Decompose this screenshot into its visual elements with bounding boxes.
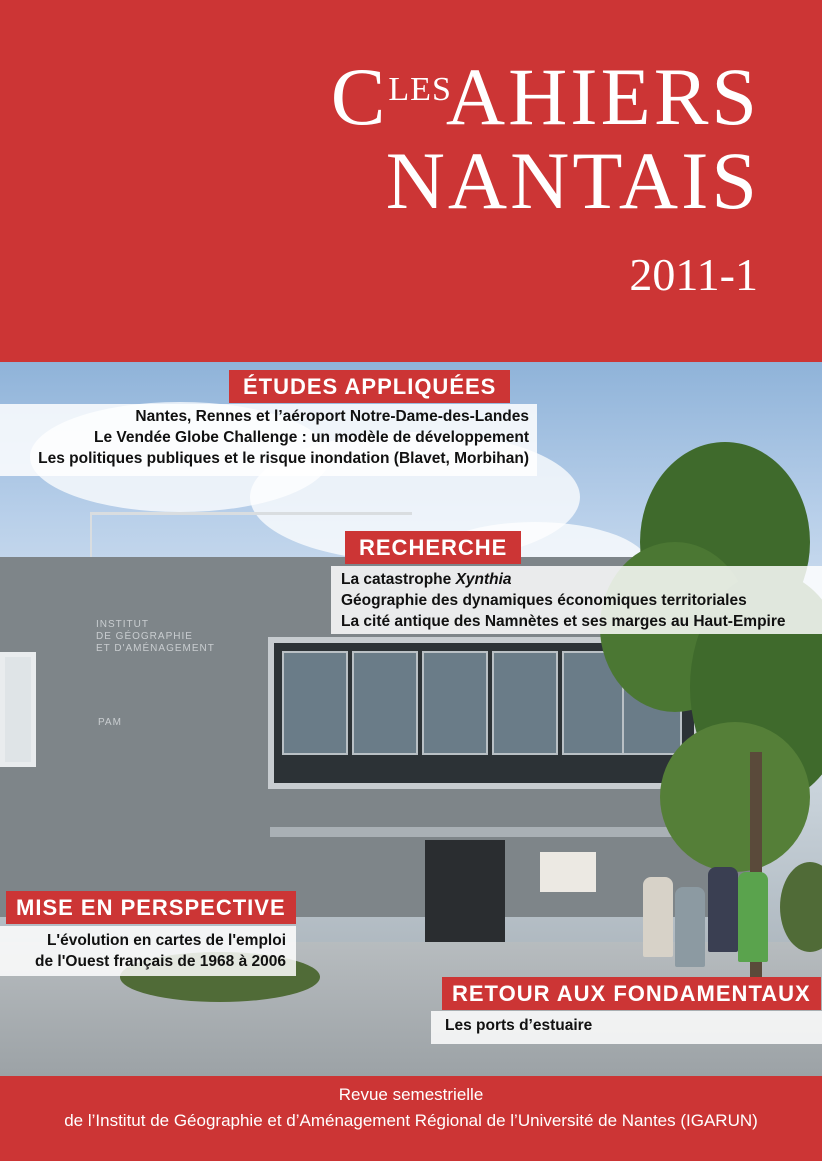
- cover-header: [0, 0, 822, 362]
- section-recherche-item: Géographie des dynamiques économiques territoriales: [341, 592, 747, 609]
- section-etudes-label: ÉTUDES APPLIQUÉES: [229, 370, 510, 403]
- building-sign-short: PAM: [98, 717, 122, 728]
- section-etudes-item: Le Vendée Globe Challenge : un modèle de développement: [94, 429, 529, 446]
- person: [738, 872, 768, 962]
- section-etudes-list: [0, 404, 537, 476]
- issue-number: 2011-1: [629, 249, 758, 300]
- section-fondamentaux-list: [431, 1011, 822, 1044]
- building-sign: INSTITUT DE GÉOGRAPHIE ET D'AMÉNAGEMENT: [96, 619, 215, 654]
- section-recherche-item: La catastrophe Xynthia: [341, 571, 512, 588]
- title-initial: C: [330, 51, 389, 142]
- person: [643, 877, 673, 957]
- section-perspective-item: L'évolution en cartes de l'emploi: [46, 932, 286, 949]
- section-perspective-list: [0, 926, 296, 976]
- section-fondamentaux-item: Les ports d’estuaire: [445, 1017, 593, 1034]
- person: [675, 887, 705, 967]
- section-recherche-label: RECHERCHE: [345, 531, 521, 564]
- footer-line2: de l’Institut de Géographie et d’Aménagement Régional de l’Université de Nantes (IGARUN): [64, 1111, 758, 1130]
- cover-footer: [0, 1076, 822, 1161]
- title-line1: AHIERS: [445, 51, 760, 142]
- section-fondamentaux-label: RETOUR AUX FONDAMENTAUX: [442, 977, 821, 1010]
- journal-title: [330, 48, 760, 226]
- section-perspective-label: MISE EN PERSPECTIVE: [6, 891, 296, 924]
- person: [708, 867, 738, 952]
- title-line2: NANTAIS: [385, 135, 760, 226]
- section-perspective-item: de l'Ouest français de 1968 à 2006: [35, 953, 286, 970]
- italic-term: Xynthia: [455, 571, 512, 588]
- section-etudes-item: Nantes, Rennes et l’aéroport Notre-Dame-des-Landes: [135, 408, 529, 425]
- footer-line1: Revue semestrielle: [338, 1085, 484, 1104]
- side-window: [0, 652, 36, 767]
- title-les: LES: [388, 71, 452, 108]
- entrance-door: [425, 840, 505, 950]
- section-recherche-item: La cité antique des Namnètes et ses marges au Haut-Empire: [341, 613, 786, 630]
- entrance-sign: [540, 852, 596, 892]
- section-etudes-item: Les politiques publiques et le risque inondation (Blavet, Morbihan): [38, 450, 529, 467]
- section-recherche-list: [331, 566, 822, 634]
